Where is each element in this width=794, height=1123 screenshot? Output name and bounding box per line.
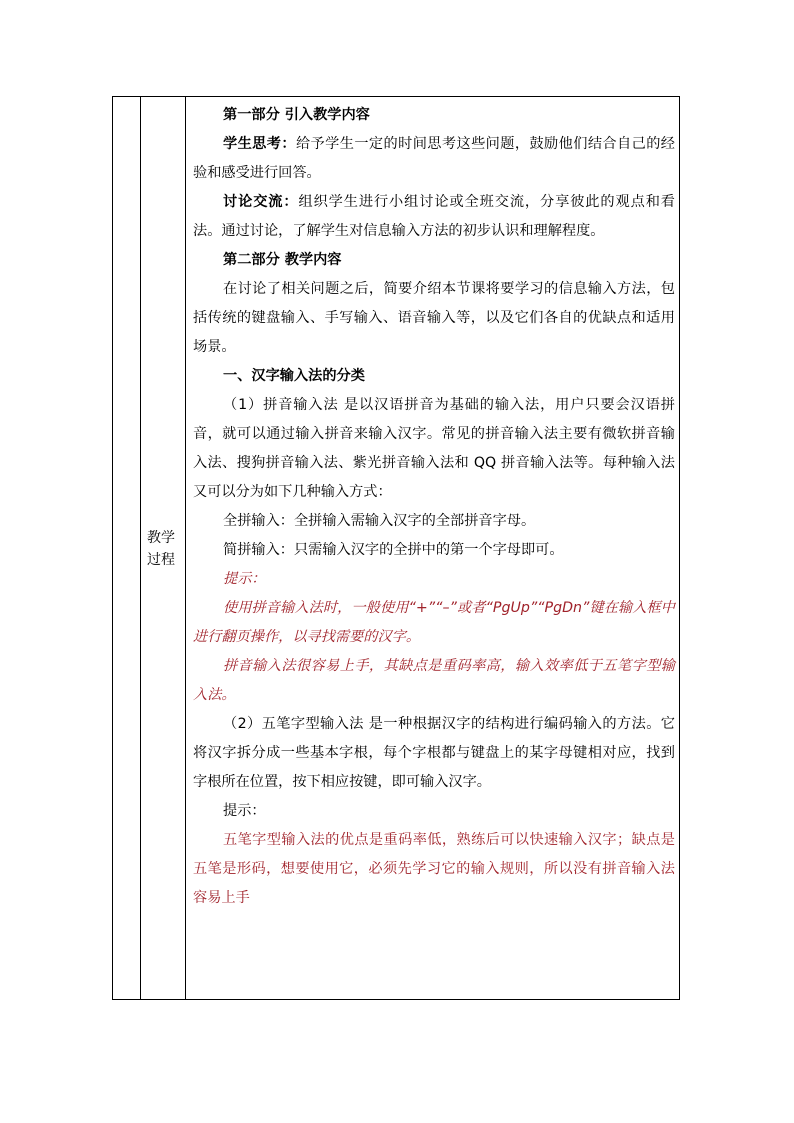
wubi-method-paragraph: （2）五笔字型输入法 是一种根据汉字的结构进行编码输入的方法。它将汉字拆分成一些基本字根，每个字根都与键盘上的某字母键相对应，找到字根所在位置，按下相应按键，即可输入汉字。	[193, 716, 675, 790]
tip2-text: 五笔字型输入法的优点是重码率低，熟练后可以快速输入汉字；缺点是五笔是形码，想要使用它，必须先学习它的输入规则，所以没有拼音输入法容易上手	[193, 832, 675, 906]
tip2-label: 提示：	[223, 803, 266, 819]
lesson-table	[112, 96, 680, 1000]
discussion-paragraph: 讨论交流：组织学生进行小组讨论或全班交流，分享彼此的观点和看法。通过讨论，了解学生对信息输入方法的初步认识和理解程度。	[193, 194, 675, 239]
lesson-content	[193, 101, 675, 913]
section1-heading: 一、汉字输入法的分类	[223, 368, 365, 384]
tip1-label: 提示：	[223, 571, 266, 587]
part2-intro: 在讨论了相关问题之后，简要介绍本节课将要学习的信息输入方法，包括传统的键盘输入、手写输入、语音输入等，以及它们各自的优缺点和适用场景。	[193, 281, 675, 355]
column-divider	[140, 97, 141, 999]
full-pinyin-line: 全拼输入：全拼输入需输入汉字的全部拼音字母。	[223, 513, 536, 529]
pinyin-method-paragraph: （1）拼音输入法 是以汉语拼音为基础的输入法，用户只要会汉语拼音，就可以通过输入拼音来输入汉字。常见的拼音输入法主要有微软拼音输入法、搜狗拼音输入法、紫光拼音输入法和 QQ 拼音输入法等。每种输入法又可以分为如下几种输入方式：	[193, 397, 675, 500]
tip1-text2: 拼音输入法很容易上手，其缺点是重码率高，输入效率低于五笔字型输入法。	[193, 658, 675, 703]
part2-heading: 第二部分 教学内容	[223, 252, 342, 268]
part1-heading: 第一部分 引入教学内容	[223, 107, 370, 123]
short-pinyin-line: 简拼输入：只需输入汉字的全拼中的第一个字母即可。	[223, 542, 564, 558]
row-label: 教学 过程	[147, 530, 175, 568]
tip1-text1: 使用拼音输入法时，一般使用“+”“–”或者“PgUp”“PgDn”键在输入框中进行翻页操作，以寻找需要的汉字。	[193, 600, 675, 645]
column-divider	[185, 97, 186, 999]
student-thinking-paragraph: 学生思考：给予学生一定的时间思考这些问题，鼓励他们结合自己的经验和感受进行回答。	[193, 136, 675, 181]
